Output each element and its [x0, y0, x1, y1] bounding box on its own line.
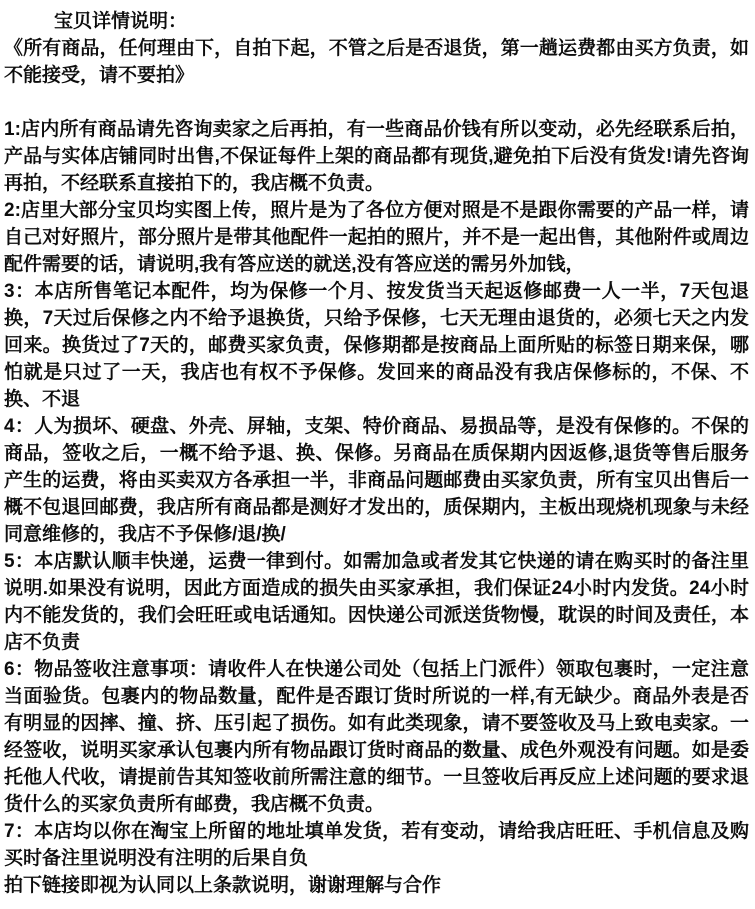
term-paragraph-4: 4：人为损坏、硬盘、外壳、屏轴，支架、特价商品、易损品等，是没有保修的。不保的商品，签收之后，一概不给予退、换、保修。另商品在质保期内因返修,退货等售后服务产生的运费，将由买卖双方各承担一半，非商品问题邮费由买家负责，所有宝贝出售后一概不包退回邮费，我店所有商品都是测好才发出的，质保期内，主板出现烧机现象与未经同意维修的，我店不予保修/退/换/ — [4, 416, 749, 545]
prepurchase-notice: 《所有商品，任何理由下，自拍下起，不管之后是否退货，第一趟运费都由买方负责，如不能接受，请不要拍》 — [4, 38, 749, 86]
term-paragraph-2: 2:店里大部分宝贝均实图上传，照片是为了各位方便对照是不是跟你需要的产品一样，请自己对好照片，部分照片是带其他配件一起拍的照片，并不是一起出售，其他附件或周边配件需要的话，请说明,我有答应送的就送,没有答应送的需另外加钱， — [4, 200, 749, 275]
term-paragraph-3: 3：本店所售笔记本配件，均为保修一个月、按发货当天起返修邮费一人一半，7天包退换，7天过后保修之内不给予退换货，只给予保修，七天无理由退货的，必须七天之内发回来。换货过了7天的，邮费买家负责，保修期都是按商品上面所贴的标签日期来保，哪怕就是只过了一天，我店也有权不予保修。发回来的商品没有我店保修标的，不保、不换、不退 — [4, 281, 749, 410]
closing-note: 拍下链接即视为认同以上条款说明，谢谢理解与合作 — [4, 875, 442, 896]
term-paragraph-7: 7：本店均以你在淘宝上所留的地址填单发货，若有变动，请给我店旺旺、手机信息及购买时备注里说明没有注明的后果自负 — [4, 821, 749, 869]
term-paragraph-1: 1:店内所有商品请先咨询卖家之后再拍，有一些商品价钱有所以变动，必先经联系后拍，产品与实体店铺同时出售,不保证每件上架的商品都有现货,避免拍下后没有货发!请先咨询再拍，不经联系直接拍下的，我店概不负责。 — [4, 119, 749, 194]
page-title: 宝贝详情说明： — [54, 11, 188, 32]
term-paragraph-5: 5：本店默认顺丰快递，运费一律到付。如需加急或者发其它快递的请在购买时的备注里说明.如果没有说明，因此方面造成的损失由买家承担，我们保证24小时内发货。24小时内不能发货的，我们会旺旺或电话通知。因快递公司派送货物慢，耽误的时间及责任，本店不负责 — [4, 551, 749, 653]
term-paragraph-6: 6：物品签收注意事项：请收件人在快递公司处（包括上门派件）领取包裹时，一定注意当面验货。包裹内的物品数量，配件是否跟订货时所说的一样,有无缺少。商品外表是否有明显的因摔、撞、挤、压引起了损伤。如有此类现象，请不要签收及马上致电卖家。一经签收，说明买家承认包裹内所有物品跟订货时商品的数量、成色外观没有问题。如是委托他人代收，请提前告其知签收前所需注意的细节。一旦签收后再反应上述问题的要求退货什么的买家负责所有邮费，我店概不负责。 — [4, 659, 749, 815]
